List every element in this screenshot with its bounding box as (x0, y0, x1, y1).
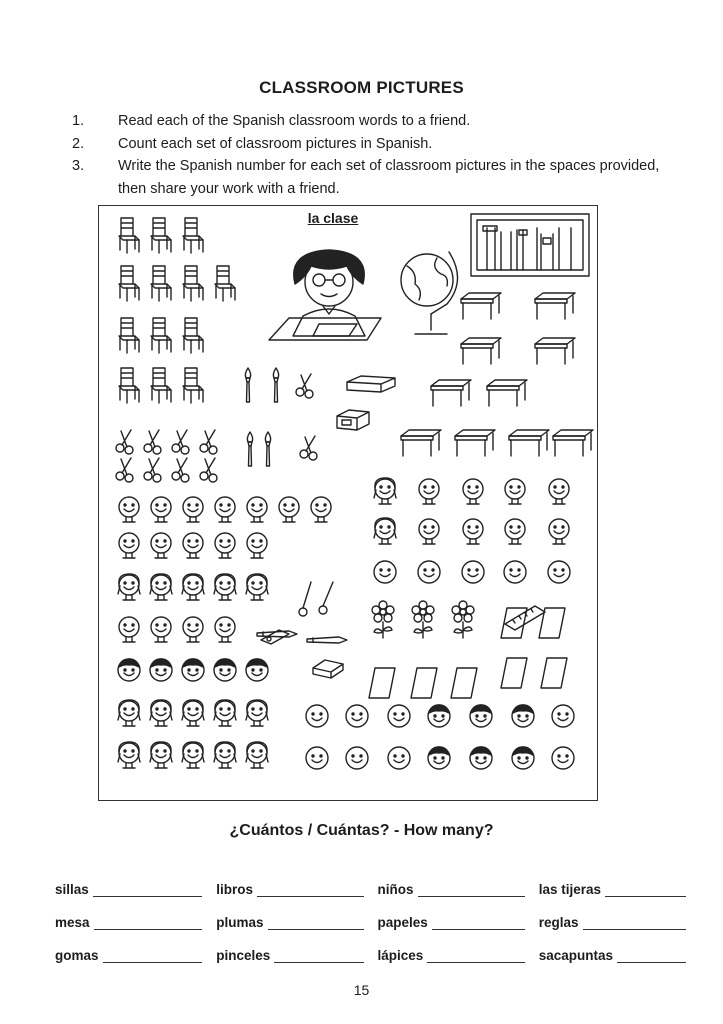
page-title: CLASSROOM PICTURES (259, 78, 464, 97)
child-face-icon (504, 561, 526, 583)
answer-cell (378, 882, 539, 897)
answer-blank[interactable] (274, 948, 363, 963)
classroom-picture-frame (98, 205, 598, 801)
child-face-icon (470, 705, 492, 727)
paper-icon (541, 658, 567, 688)
scissors-icon (200, 458, 217, 482)
paper-icon (369, 668, 395, 698)
small-desk-icon (461, 293, 501, 319)
paper-icon (451, 668, 477, 698)
chair-icon (151, 266, 171, 301)
child-face-icon (247, 497, 267, 522)
book-stack-icon (347, 376, 395, 392)
instruction-text: Count each set of classroom pictures in Spanish. (118, 135, 433, 152)
paper-icon (501, 658, 527, 688)
instruction-number: 3. (72, 158, 85, 174)
flower-icon (412, 601, 434, 638)
answer-label: gomas (55, 948, 99, 963)
child-face-icon (279, 497, 299, 522)
child-face-icon (182, 700, 204, 726)
child-face-icon (246, 700, 268, 726)
child-face-icon (150, 659, 172, 681)
child-face-icon (462, 561, 484, 583)
child-face-icon (549, 479, 569, 504)
scissors-icon (172, 458, 189, 482)
pen-icon (299, 582, 333, 616)
child-face-icon (549, 519, 569, 544)
child-face-icon (183, 617, 203, 642)
answer-cell (216, 948, 377, 963)
instruction-item (72, 155, 672, 200)
child-face-icon (548, 561, 570, 583)
answer-cell (539, 915, 700, 930)
answer-cell (216, 882, 377, 897)
answer-label: sacapuntas (538, 948, 614, 963)
instructions-list (72, 110, 672, 200)
scissors-icon (116, 430, 133, 454)
child-face-icon (247, 533, 267, 558)
child-face-icon (182, 659, 204, 681)
child-face-icon (182, 742, 204, 768)
desk-icon (269, 318, 381, 340)
answer-cell (216, 915, 377, 930)
child-face-icon (505, 479, 525, 504)
scissors-icon (296, 374, 313, 398)
child-face-icon (512, 705, 534, 727)
child-face-icon (418, 561, 440, 583)
answer-label: pinceles (216, 948, 271, 963)
paintbrush-icon (247, 432, 252, 466)
answer-blank[interactable] (93, 882, 202, 897)
answer-blank[interactable] (103, 948, 203, 963)
child-face-icon (215, 497, 235, 522)
child-face-icon (374, 518, 396, 544)
answer-blank[interactable] (617, 948, 686, 963)
child-face-icon (505, 519, 525, 544)
child-face-icon (183, 533, 203, 558)
small-desk-icon (401, 430, 441, 456)
instruction-item (72, 133, 672, 156)
child-face-icon (119, 533, 139, 558)
how-many-heading: ¿Cuántos / Cuántas? - How many? (229, 822, 494, 839)
scissors-icon (300, 436, 317, 460)
small-desk-icon (455, 430, 495, 456)
flower-icon (452, 601, 474, 638)
child-face-icon (346, 747, 368, 769)
answer-label: lápices (377, 948, 424, 963)
small-desk-icon (535, 293, 575, 319)
answer-blank[interactable] (418, 882, 525, 897)
answer-label: plumas (216, 915, 264, 930)
child-face-icon (182, 574, 204, 600)
teacher-icon (293, 250, 365, 336)
instruction-text: Write the Spanish number for each set of classroom pictures in the spaces provided, then share your work with a friend. (118, 158, 660, 197)
pencil-icon (307, 637, 347, 643)
child-face-icon (215, 617, 235, 642)
scissors-icon (144, 458, 161, 482)
instruction-number: 1. (72, 113, 85, 129)
answer-label: libros (216, 882, 254, 897)
chair-icon (183, 266, 203, 301)
paintbrush-icon (265, 432, 270, 466)
answer-row (55, 897, 700, 930)
child-face-icon (470, 747, 492, 769)
child-face-icon (118, 700, 140, 726)
chair-icon (215, 266, 235, 301)
chair-icon (151, 368, 171, 403)
scissors-icon (200, 430, 217, 454)
small-desk-icon (431, 380, 471, 406)
child-face-icon (246, 659, 268, 681)
child-face-icon (150, 742, 172, 768)
answer-cell (378, 948, 539, 963)
answer-cell (539, 882, 700, 897)
child-face-icon (306, 747, 328, 769)
chair-icon (119, 266, 139, 301)
scissors-icon (144, 430, 161, 454)
chair-icon (183, 318, 203, 353)
answer-row (55, 864, 700, 897)
child-face-icon (214, 574, 236, 600)
answer-label: las tijeras (538, 882, 602, 897)
answer-blank[interactable] (427, 948, 524, 963)
answer-grid (55, 864, 700, 963)
answer-blank[interactable] (583, 915, 686, 930)
chair-icon (119, 368, 139, 403)
eraser-icon (313, 660, 343, 678)
flower-icon (372, 601, 394, 638)
small-desk-icon (461, 338, 501, 364)
instruction-number: 2. (72, 135, 85, 152)
small-desk-icon (535, 338, 575, 364)
child-face-icon (374, 561, 396, 583)
child-face-icon (118, 659, 140, 681)
globe-icon (401, 252, 458, 334)
child-face-icon (552, 705, 574, 727)
answer-cell (55, 948, 216, 963)
child-face-icon (428, 705, 450, 727)
child-face-icon (150, 574, 172, 600)
answer-row (55, 930, 700, 963)
child-face-icon (463, 479, 483, 504)
answer-cell (378, 915, 539, 930)
scissors-icon (116, 458, 133, 482)
small-desk-icon (487, 380, 527, 406)
paintbrush-icon (245, 368, 250, 402)
answer-blank[interactable] (94, 915, 203, 930)
scene-label: la clase (307, 210, 359, 226)
child-face-icon (419, 479, 439, 504)
child-face-icon (388, 705, 410, 727)
child-face-icon (214, 700, 236, 726)
child-face-icon (150, 700, 172, 726)
child-face-icon (306, 705, 328, 727)
child-face-icon (246, 574, 268, 600)
answer-label: niños (377, 882, 414, 897)
child-face-icon (119, 497, 139, 522)
paintbrush-icon (273, 368, 278, 402)
chair-icon (183, 368, 203, 403)
pencil-sharpener-icon (337, 410, 369, 430)
child-face-icon (215, 533, 235, 558)
child-face-icon (118, 742, 140, 768)
small-desk-icon (509, 430, 549, 456)
child-face-icon (512, 747, 534, 769)
child-face-icon (214, 742, 236, 768)
scissors-icon (172, 430, 189, 454)
page-number: 15 (353, 982, 370, 998)
child-face-icon (346, 705, 368, 727)
answer-blank[interactable] (605, 882, 686, 897)
child-face-icon (151, 617, 171, 642)
answer-cell (539, 948, 700, 963)
answer-blank[interactable] (257, 882, 363, 897)
child-face-icon (419, 519, 439, 544)
answer-cell (55, 882, 216, 897)
child-face-icon (118, 574, 140, 600)
answer-label: sillas (55, 882, 89, 897)
instruction-text: Read each of the Spanish classroom words to a friend. (118, 113, 471, 129)
answer-blank[interactable] (268, 915, 364, 930)
child-face-icon (311, 497, 331, 522)
child-face-icon (119, 617, 139, 642)
answer-label: papeles (377, 915, 428, 930)
child-face-icon (151, 497, 171, 522)
instruction-item (72, 110, 672, 133)
small-desk-icon (553, 430, 593, 456)
answer-cell (55, 915, 216, 930)
answer-label: reglas (538, 915, 579, 930)
child-face-icon (552, 747, 574, 769)
paper-icon (411, 668, 437, 698)
child-face-icon (388, 747, 410, 769)
child-face-icon (374, 478, 396, 504)
child-face-icon (428, 747, 450, 769)
child-face-icon (246, 742, 268, 768)
answer-blank[interactable] (432, 915, 525, 930)
child-face-icon (151, 533, 171, 558)
child-face-icon (463, 519, 483, 544)
child-face-icon (183, 497, 203, 522)
child-face-icon (214, 659, 236, 681)
classroom-illustration (99, 206, 597, 800)
chair-icon (151, 318, 171, 353)
answer-label: mesa (55, 915, 90, 930)
chair-icon (119, 318, 139, 353)
